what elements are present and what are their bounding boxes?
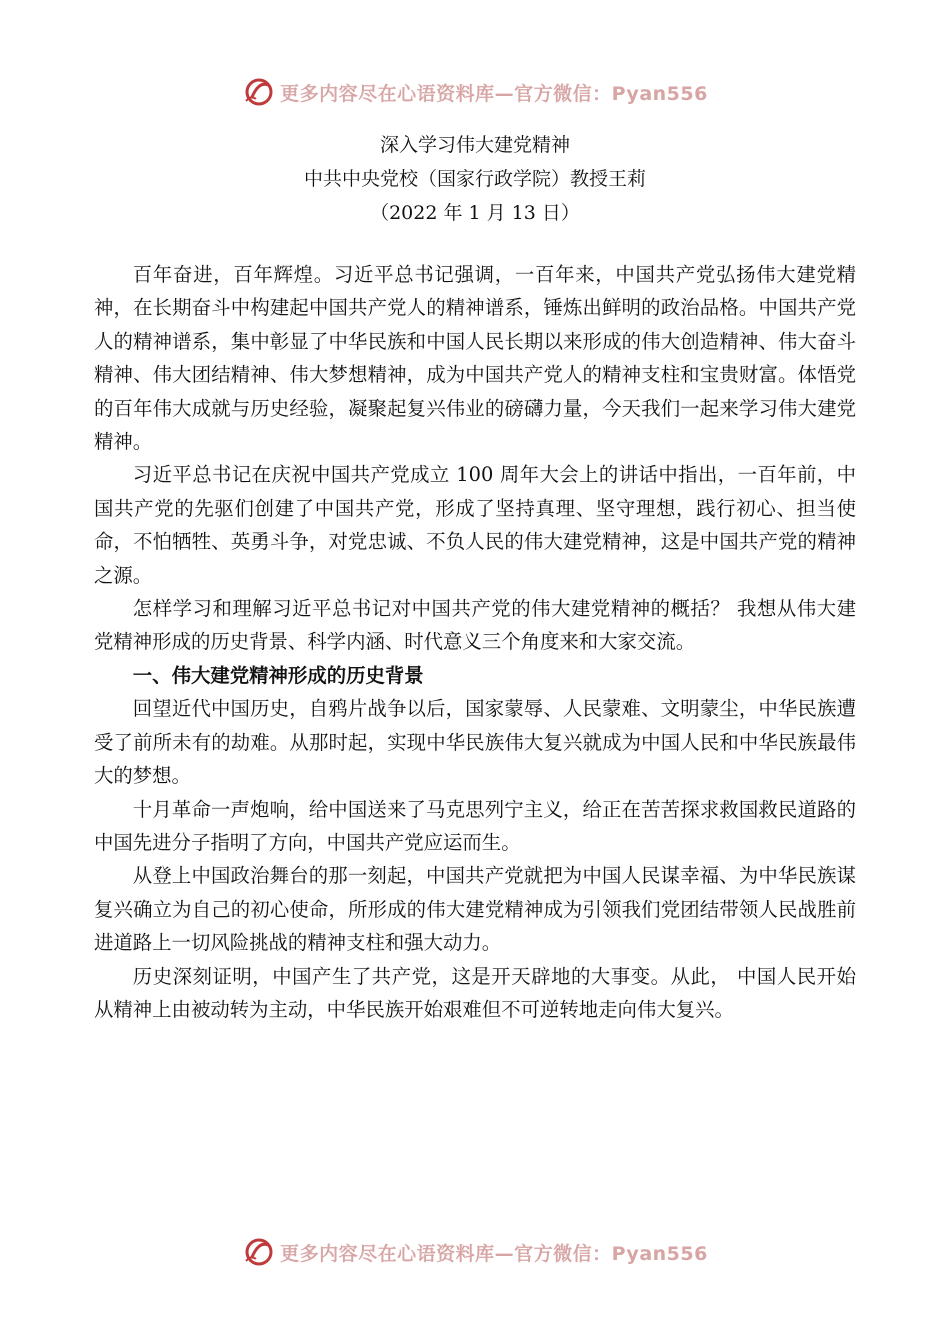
document-body [94,258,856,1026]
top-watermark-banner [0,72,950,112]
section-heading: 一、伟大建党精神形成的历史背景 [132,663,424,687]
brand-logo-icon [242,1235,276,1269]
document-title: 深入学习伟大建党精神 [379,134,570,156]
document-header [0,128,950,230]
paragraph: 回望近代中国历史，自鸦片战争以后，国家蒙辱、人民蒙难、文明蒙尘，中华民族遭受了前所未有的劫难。从那时起，实现中华民族伟大复兴就成为中国人民和中华民族最伟大的梦想。 [94,697,856,788]
paragraph: 十月革命一声炮响，给中国送来了马克思列宁主义，给正在苦苦探求救国救民道路的中国先进分子指明了方向，中国共产党应运而生。 [94,797,856,854]
paragraph: 百年奋进，百年辉煌。习近平总书记强调，一百年来，中国共产党弘扬伟大建党精神，在长期奋斗中构建起中国共产党人的精神谱系，锤炼出鲜明的政治品格。中国共产党人的精神谱系，集中彰显了中华民族和中国人民长期以来形成的伟大创造精神、伟大奋斗精神、伟大团结精神、伟大梦想精神，成为中国共产党人的精神支柱和宝贵财富。体悟党的百年伟大成就与历史经验，凝聚起复兴伟业的磅礴力量，今天我们一起来学习伟大建党精神。 [94,263,856,454]
paragraph: 从登上中国政治舞台的那一刻起，中国共产党就把为中国人民谋幸福、为中华民族谋复兴确立为自己的初心使命，所形成的伟大建党精神成为引领我们党团结带领人民战胜前进道路上一切风险挑战的精神支柱和强大动力。 [94,864,856,955]
paragraph: 怎样学习和理解习近平总书记对中国共产党的伟大建党精神的概括？ 我想从伟大建党精神形成的历史背景、科学内涵、时代意义三个角度来和大家交流。 [94,597,856,654]
bottom-watermark-banner [0,1232,950,1272]
document-date: （2022 年 1 月 13 日） [370,202,580,224]
paragraph: 历史深刻证明，中国产生了共产党，这是开天辟地的大事变。从此， 中国人民开始从精神上由被动转为主动，中华民族开始艰难但不可逆转地走向伟大复兴。 [94,964,856,1021]
paragraph: 习近平总书记在庆祝中国共产党成立 100 周年大会上的讲话中指出，一百年前，中国共产党的先驱们创建了中国共产党，形成了坚持真理、坚守理想，践行初心、担当使命，不怕牺牲、英勇斗争，对党忠诚、不负人民的伟大建党精神，这是中国共产党的精神之源。 [94,463,856,587]
watermark-text: 更多内容尽在心语资料库—官方微信：Pyan556 [280,1242,708,1265]
brand-logo-icon [242,75,276,109]
document-author: 中共中央党校（国家行政学院）教授王莉 [303,168,646,190]
watermark-text: 更多内容尽在心语资料库—官方微信：Pyan556 [280,82,708,105]
